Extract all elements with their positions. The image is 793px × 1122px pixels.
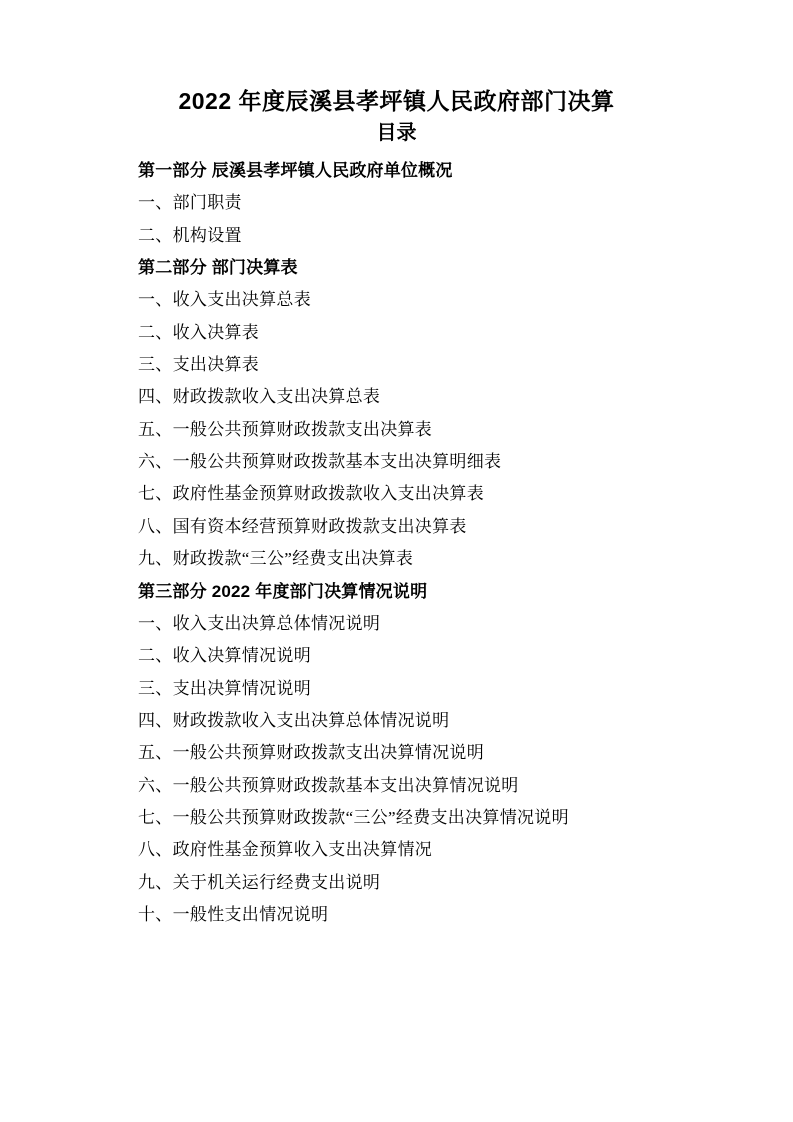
table-of-contents <box>70 158 723 928</box>
toc-item[interactable]: 九、财政拨款“三公”经费支出决算表 <box>138 549 414 569</box>
toc-item[interactable]: 九、关于机关运行经费支出说明 <box>138 872 381 892</box>
toc-item[interactable]: 二、收入决算表 <box>138 322 260 342</box>
toc-item[interactable]: 四、财政拨款收入支出决算总体情况说明 <box>138 710 450 730</box>
toc-item[interactable]: 三、支出决算情况说明 <box>138 678 311 698</box>
toc-item[interactable]: 三、支出决算表 <box>138 355 260 375</box>
toc-item[interactable]: 五、一般公共预算财政拨款支出决算表 <box>138 419 433 439</box>
toc-item[interactable]: 七、政府性基金预算财政拨款收入支出决算表 <box>138 484 484 504</box>
toc-item[interactable]: 一、收入支出决算总表 <box>138 290 311 310</box>
page-title: 2022 年度辰溪县孝坪镇人民政府部门决算 <box>178 88 615 114</box>
toc-item[interactable]: 七、一般公共预算财政拨款“三公”经费支出决算情况说明 <box>138 807 569 827</box>
toc-item[interactable]: 一、收入支出决算总体情况说明 <box>138 613 381 633</box>
toc-item[interactable]: 四、财政拨款收入支出决算总表 <box>138 387 381 407</box>
toc-item[interactable]: 八、政府性基金预算收入支出决算情况 <box>138 840 433 860</box>
toc-item[interactable]: 十、一般性支出情况说明 <box>138 904 329 924</box>
toc-item[interactable]: 二、收入决算情况说明 <box>138 646 311 666</box>
section-heading-part-1: 第一部分 辰溪县孝坪镇人民政府单位概况 <box>138 161 453 181</box>
toc-item[interactable]: 六、一般公共预算财政拨款基本支出决算明细表 <box>138 452 502 472</box>
toc-item[interactable]: 五、一般公共预算财政拨款支出决算情况说明 <box>138 743 484 763</box>
section-heading-part-3: 第三部分 2022 年度部门决算情况说明 <box>138 581 428 601</box>
toc-item[interactable]: 八、国有资本经营预算财政拨款支出决算表 <box>138 516 467 536</box>
toc-item[interactable]: 六、一般公共预算财政拨款基本支出决算情况说明 <box>138 775 519 795</box>
toc-item[interactable]: 一、部门职责 <box>138 193 242 213</box>
page-subtitle: 目录 <box>376 122 417 145</box>
section-heading-part-2: 第二部分 部门决算表 <box>138 258 298 278</box>
toc-item[interactable]: 二、机构设置 <box>138 225 242 245</box>
